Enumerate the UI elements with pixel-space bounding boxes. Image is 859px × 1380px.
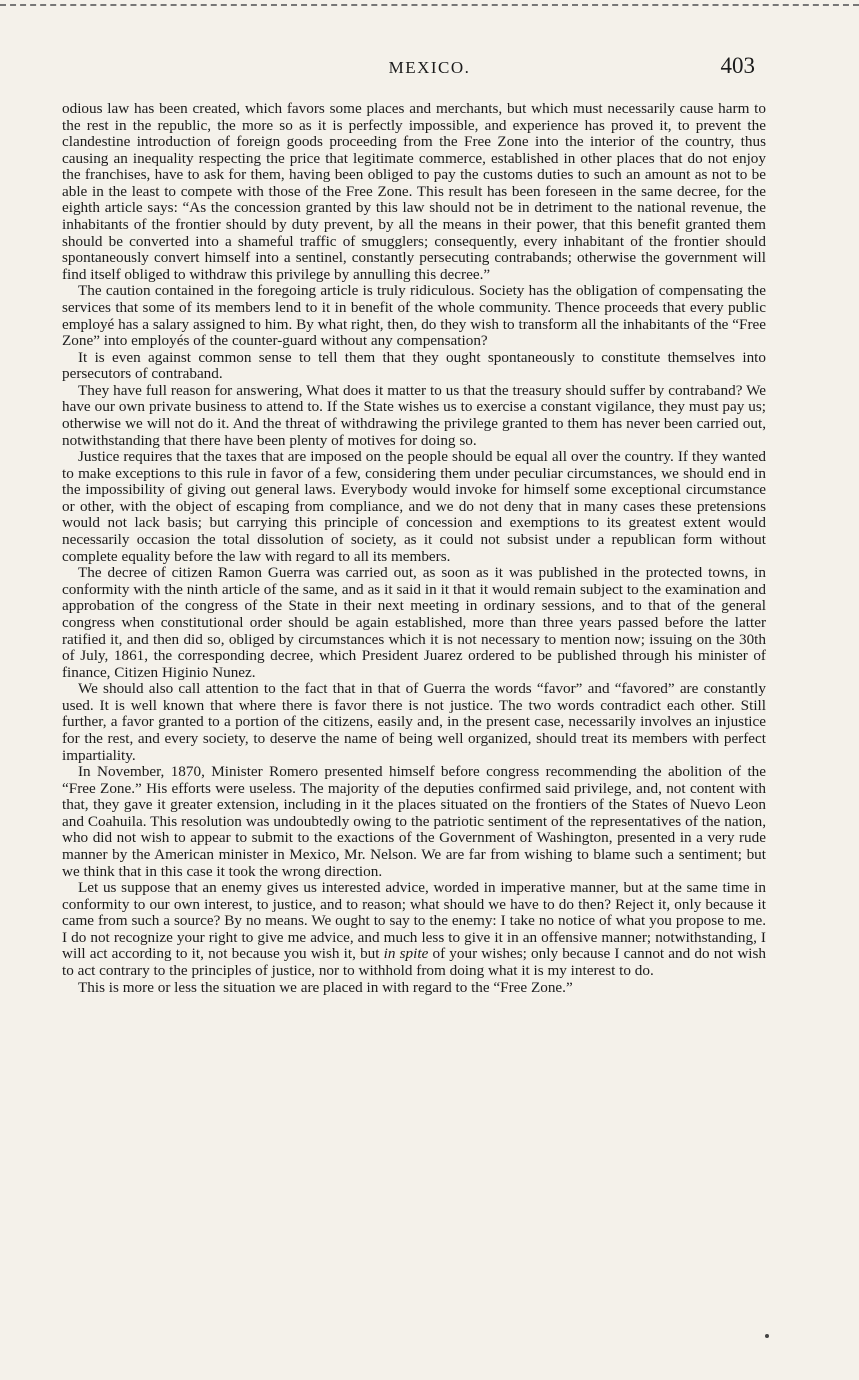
- paragraph: It is even against common sense to tell them that they ought spontaneously to constitute themselves into persecutors of contraband.: [62, 348, 766, 383]
- italic-phrase: in spite: [383, 945, 429, 963]
- paragraph: We should also call attention to the fact that in that of Guerra the words “favor” and “favored” are constantly used. It is well known that where there is favor there is not justice. The two words contradict each other. Still further, a favor granted to a portion of the citizens, easily and, in the present case, necessarily involves an injustice for the rest, and every society, to deserve the name of being well organized, should treat its members with perfect impartiality.: [62, 680, 766, 764]
- body-text: [62, 101, 766, 996]
- page-edge-rule: [0, 4, 859, 6]
- ink-speck: [765, 1334, 769, 1338]
- text-segment: Let us suppose that an enemy gives us interested advice, worded in imperative manner, but at the same time in conformity to our own interest, to justice, and to reason; what should we have to do then? Reject it, only because it came from such a source? By no means. We ought to say to the enemy: I take no notice of what you propose to me. I do not recognize your right to give me advice, and much less to give it in an offensive manner; notwithstanding, I will act according to it, not because you wish it, but: [62, 879, 766, 963]
- paragraph: The caution contained in the foregoing article is truly ridiculous. Society has the obligation of compensating the services that some of its members lend to it in benefit of the whole community. Thence proceeds that every public employé has a salary assigned to him. By what right, then, do they wish to transform all the inhabitants of the “Free Zone” into employés of the counter-guard without any compensation?: [62, 282, 766, 350]
- paragraph-continued: odious law has been created, which favors some places and merchants, but which must necessarily cause harm to the rest in the republic, the more so as it is perfectly impossible, and experience has proved it, to prevent the clandestine introduction of foreign goods proceeding from the Free Zone into the interior of the country, thus causing an inequality respecting the price that legitimate commerce, established in other places that do not enjoy the franchises, have to ask for them, having been obliged to pay the customs duties to such an amount as not to be able in the least to compete with those of the Free Zone. This result has been foreseen in the same decree, for the eighth article says: “As the concession granted by this law should not be in detriment to the national revenue, the inhabitants of the frontier should by duty prevent, by all the means in their power, that this benefit granted them should be converted into a shameful traffic of smugglers; consequently, every inhabitant of the frontier should spontaneously convert himself into a sentinel, constantly persecuting contrabands; otherwise the government will find itself obliged to withdraw this privilege by annulling this decree.”: [62, 100, 766, 283]
- page-number: 403: [720, 53, 755, 78]
- text-segment: of your wishes; only because I cannot and do not wish to act contrary to the principles of justice, nor to withhold from doing what it is my interest to do.: [62, 945, 767, 980]
- paragraph: Justice requires that the taxes that are imposed on the people should be equal all over the country. If they wanted to make exceptions to this rule in favor of a few, considering them under peculiar circumstances, we should end in the impossibility of giving out general laws. Everybody would invoke for himself some exceptional circumstance or other, with the object of escaping from compliance, and we do not deny that in many cases these pretensions would not lack basis; but carrying this principle of concession and exemptions to its greatest extent would necessarily occasion the total dissolution of society, as it could not subsist under a republican form without complete equality before the law with regard to all its members.: [62, 448, 766, 565]
- paragraph: In November, 1870, Minister Romero presented himself before congress recommending the abolition of the “Free Zone.” His efforts were useless. The majority of the deputies confirmed said privilege, and, not content with that, they gave it greater extension, including in it the places situated on the frontiers of the States of Nuevo Leon and Coahuila. This resolution was undoubtedly owing to the patriotic sentiment of the representatives of the nation, who did not wish to appear to submit to the exactions of the Government of Washington, presented in a very rude manner by the American minister in Mexico, Mr. Nelson. We are far from wishing to blame such a sentiment; but we think that in this case it took the wrong direction.: [62, 763, 766, 880]
- paragraph: [62, 880, 766, 979]
- running-title: MEXICO.: [388, 58, 471, 77]
- paragraph: The decree of citizen Ramon Guerra was carried out, as soon as it was published in the protected towns, in conformity with the ninth article of the same, and as it said in it that it would remain subject to the examination and approbation of the congress of the State in their next meeting in ordinary sessions, and to that of the general congress when constitutional order should be again established, more than three years passed before the latter ratified it, and then did so, obliged by circumstances which it is not necessary to mention now; issuing on the 30th of July, 1861, the corresponding decree, which President Juarez ordered to be published through his minister of finance, Citizen Higinio Nunez.: [62, 564, 766, 681]
- paragraph: This is more or less the situation we are placed in with regard to the “Free Zone.”: [78, 978, 573, 996]
- paragraph: They have full reason for answering, What does it matter to us that the treasury should suffer by contraband? We have our own private business to attend to. If the State wishes us to exercise a constant vigilance, they must pay us; otherwise we will not do it. And the threat of withdrawing the privilege granted to them has never been carried out, notwithstanding that there have been plenty of motives for doing so.: [62, 381, 766, 449]
